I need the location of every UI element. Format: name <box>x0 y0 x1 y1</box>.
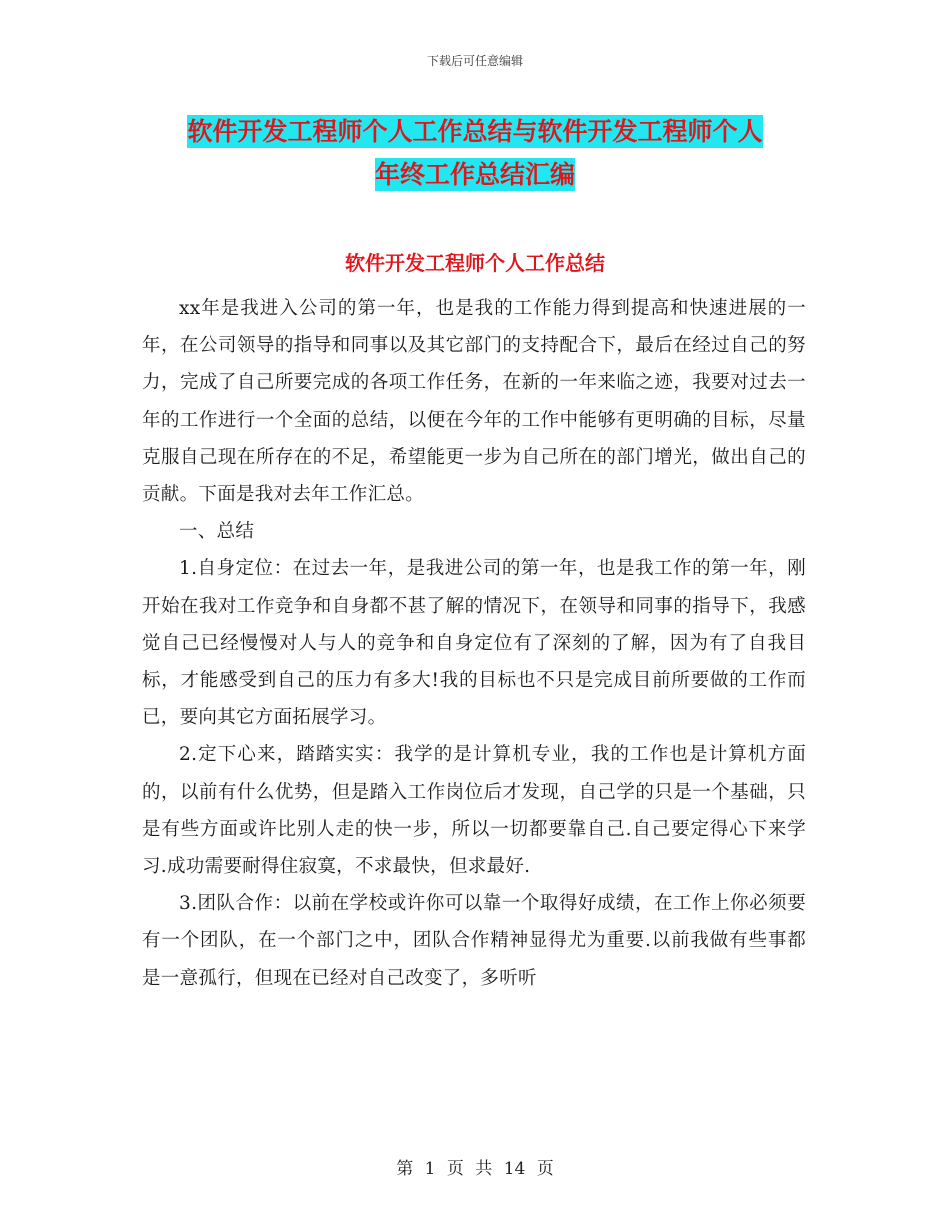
body-text <box>142 290 806 997</box>
title-line-2: 年终工作总结汇编 <box>374 160 575 189</box>
paragraph-item-2: 2.定下心来，踏踏实实：我学的是计算机专业，我的工作也是计算机方面的，以前有什么优势，但是踏入工作岗位后才发现，自己学的只是一个基础，只是有些方面或许比别人走的快一步，所以一切都要靠自己.自己要定得心下来学习.成功需要耐得住寂寞，不求最快，但求最好. <box>142 744 806 878</box>
paragraph-heading-summary: 一、总结 <box>179 521 255 543</box>
page-footer: 第 1 页 共 14 页 <box>396 1159 554 1179</box>
header-note: 下载后可任意编辑 <box>426 54 523 68</box>
section-title: 软件开发工程师个人工作总结 <box>345 251 605 275</box>
paragraph-item-1: 1.自身定位：在过去一年，是我进公司的第一年，也是我工作的第一年，刚开始在我对工作竞争和自身都不甚了解的情况下，在领导和同事的指导下，我感觉自己已经慢慢对人与人的竞争和自身定位有了深刻的了解，因为有了自我目标，才能感受到自己的压力有多大!我的目标也不只是完成目前所要做的工作而已，要向其它方面拓展学习。 <box>142 558 806 729</box>
paragraph-item-3: 3.团队合作：以前在学校或许你可以靠一个取得好成绩，在工作上你必须要有一个团队，在一个部门之中，团队合作精神显得尤为重要.以前我做有些事都是一意孤行，但现在已经对自己改变了，多听听 <box>142 893 806 989</box>
document-title <box>0 110 950 196</box>
paragraph-intro: xx年是我进入公司的第一年，也是我的工作能力得到提高和快速进展的一年，在公司领导的指导和同事以及其它部门的支持配合下，最后在经过自己的努力，完成了自己所要完成的各项工作任务，在新的一年来临之迹，我要对过去一年的工作进行一个全面的总结，以便在今年的工作中能够有更明确的目标，尽量克服自己现在所存在的不足，希望能更一步为自己所在的部门增光，做出自己的贡献。下面是我对去年工作汇总。 <box>142 298 806 506</box>
title-line-1: 软件开发工程师个人工作总结与软件开发工程师个人 <box>187 117 763 146</box>
